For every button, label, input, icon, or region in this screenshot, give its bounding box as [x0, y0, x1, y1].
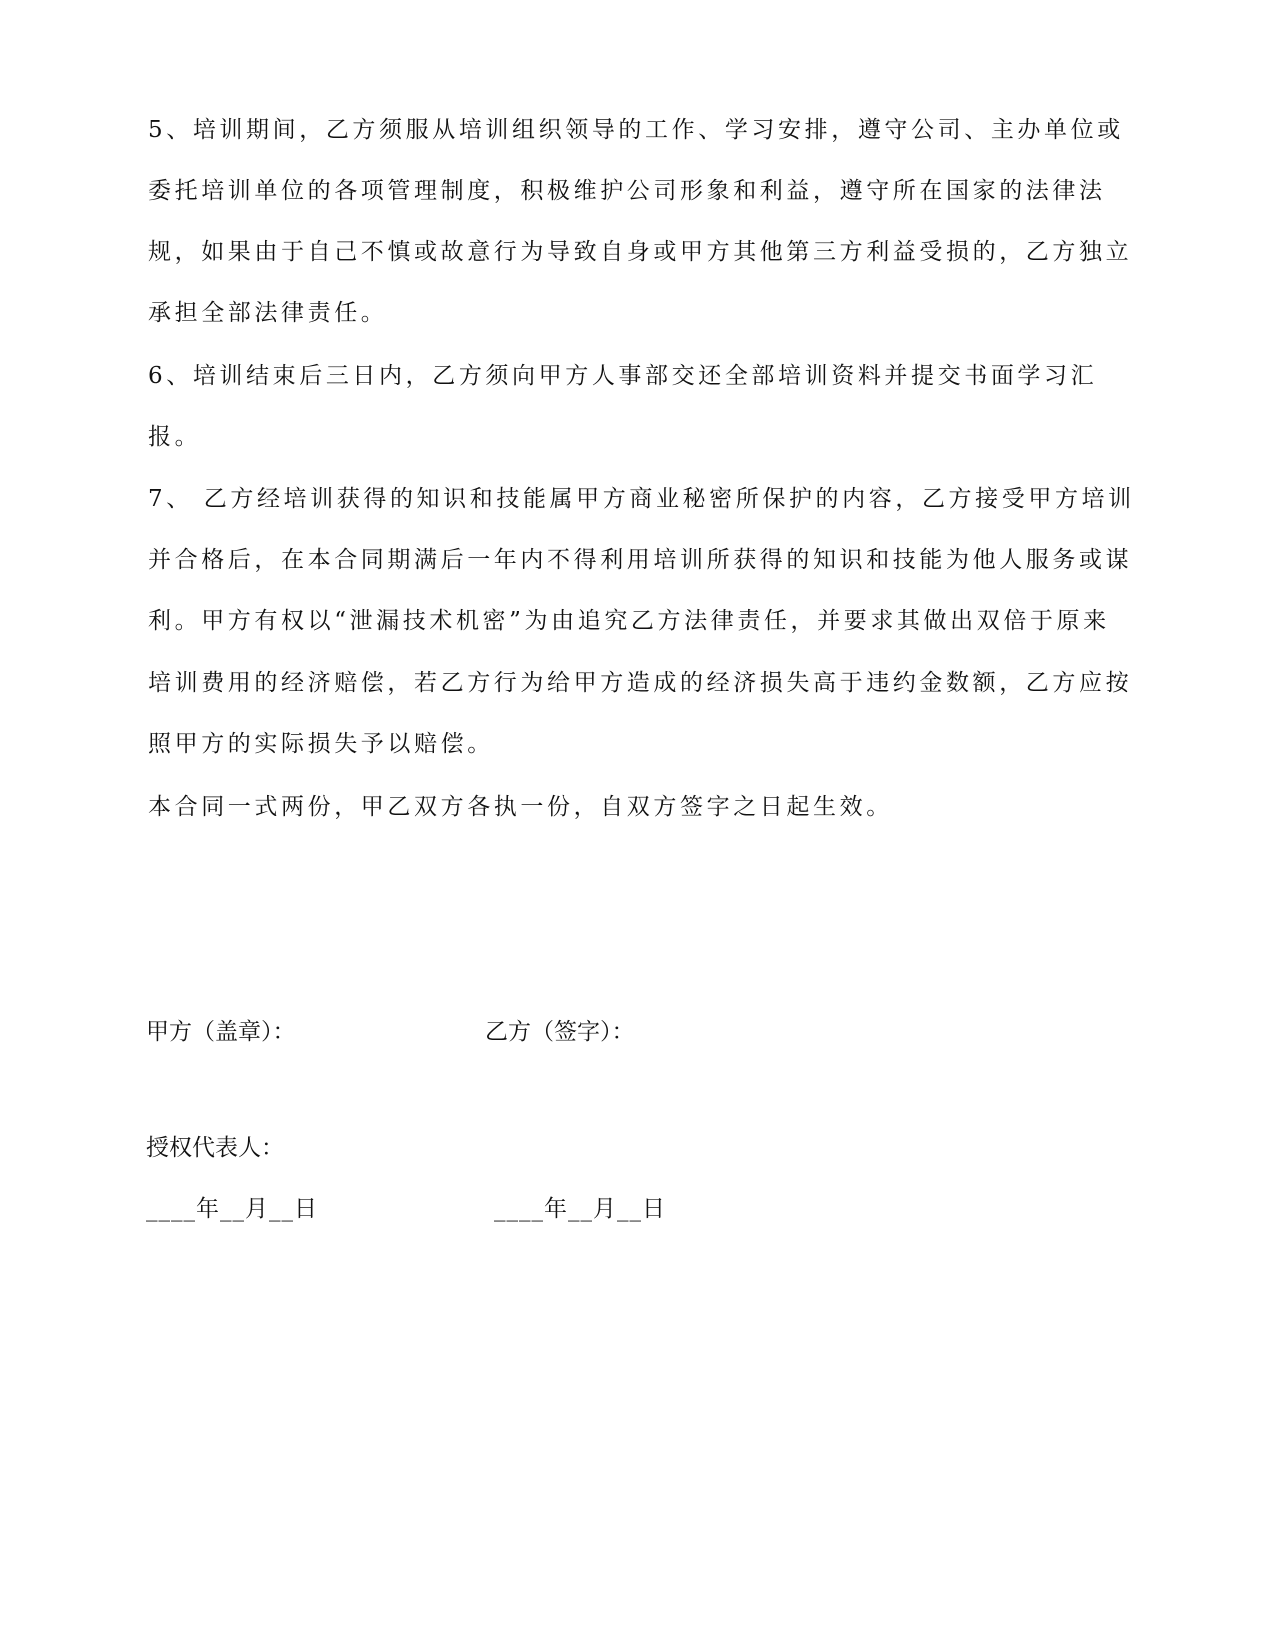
authorized-representative-label: 授权代表人：: [146, 1135, 284, 1161]
party-b-signature-label: 乙方（签字）：: [485, 1019, 635, 1045]
clause-7-line-1: 7、 乙方经培训获得的知识和技能属甲方商业秘密所保护的内容，乙方接受甲方培训: [148, 486, 1135, 512]
clause-6-line-2: 报。: [148, 424, 202, 450]
party-a-date: ____年__月__日: [146, 1196, 318, 1222]
party-a-seal-label: 甲方（盖章）：: [146, 1019, 296, 1045]
clause-7-line-5: 照甲方的实际损失予以赔偿。: [148, 731, 494, 757]
clause-5-line-1: 5、培训期间，乙方须服从培训组织领导的工作、学习安排，遵守公司、主办单位或: [148, 117, 1124, 143]
clause-5-line-4: 承担全部法律责任。: [148, 300, 388, 326]
effectiveness-clause: 本合同一式两份，甲乙双方各执一份，自双方签字之日起生效。: [148, 794, 893, 820]
clause-7-line-4: 培训费用的经济赔偿，若乙方行为给甲方造成的经济损失高于违约金数额，乙方应按: [148, 670, 1133, 696]
party-b-date: ____年__月__日: [494, 1196, 666, 1222]
clause-5-line-3: 规，如果由于自己不慎或故意行为导致自身或甲方其他第三方利益受损的，乙方独立: [148, 239, 1133, 265]
clause-7-line-3: 利。甲方有权以“泄漏技术机密”为由追究乙方法律责任，并要求其做出双倍于原来: [148, 608, 1110, 634]
clause-6-line-1: 6、培训结束后三日内，乙方须向甲方人事部交还全部培训资料并提交书面学习汇: [148, 363, 1098, 389]
clause-5-line-2: 委托培训单位的各项管理制度，积极维护公司形象和利益，遵守所在国家的法律法: [148, 178, 1106, 204]
clause-7-line-2: 并合格后，在本合同期满后一年内不得利用培训所获得的知识和技能为他人服务或谋: [148, 547, 1133, 573]
